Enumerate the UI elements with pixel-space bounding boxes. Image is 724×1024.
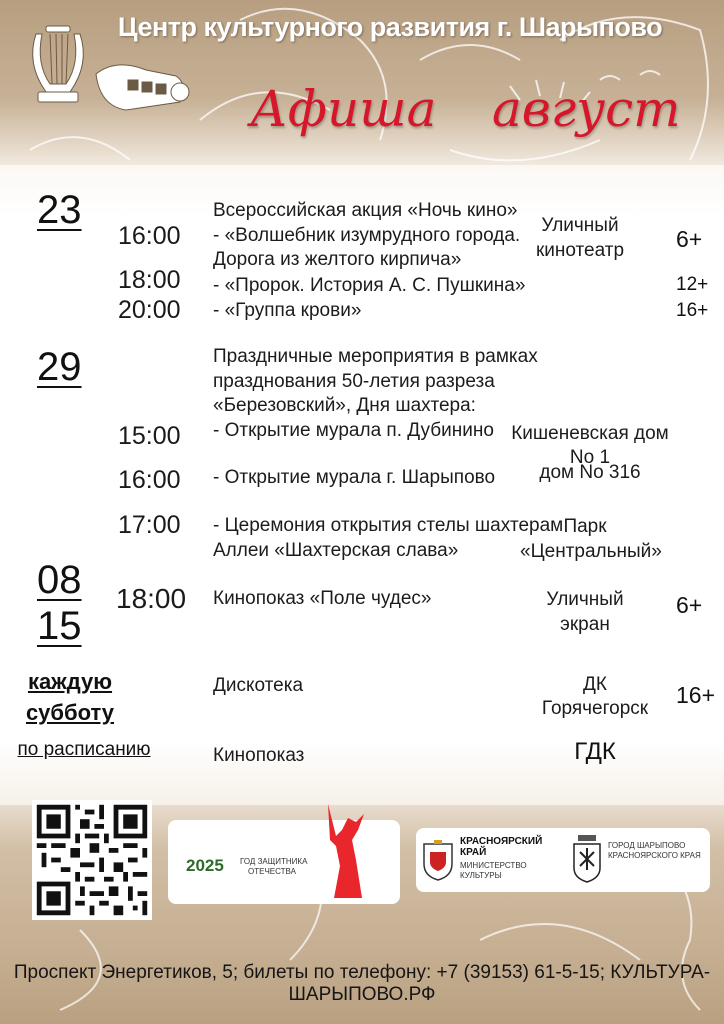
- org-title: Центр культурного развития г. Шарыпово: [117, 12, 663, 42]
- ministry-label: МИНИСТЕРСТВО: [460, 861, 527, 870]
- event-time: 17:00: [118, 511, 181, 539]
- event-place: Уличный: [546, 589, 624, 610]
- event-date: 23: [37, 188, 82, 232]
- event-item: Дискотека: [213, 675, 304, 696]
- event-item: - Открытие мурала п. Дубинино: [213, 420, 494, 441]
- event-place: ГДК: [574, 738, 616, 765]
- event-title: Праздничные мероприятия в рамках: [213, 346, 538, 367]
- qr-code: [32, 800, 152, 920]
- event-date: 15: [37, 604, 82, 648]
- kray-label: КРАЙ: [460, 847, 487, 858]
- event-place: Уличный: [541, 215, 619, 236]
- event-place: ДК: [583, 674, 607, 695]
- age-rating: 12+: [676, 274, 709, 295]
- event-title: празднования 50-летия разреза: [213, 371, 495, 392]
- event-date: 29: [37, 345, 82, 389]
- event-item: - «Волшебник изумрудного города.: [213, 225, 521, 246]
- age-rating: 6+: [676, 226, 703, 252]
- event-item: Дорога из желтого кирпича»: [213, 249, 462, 270]
- sharypovo-coat-of-arms-icon: [572, 834, 602, 884]
- event-place: Горячегорск: [541, 698, 649, 719]
- year-text: ОТЕЧЕСТВА: [248, 867, 296, 876]
- event-time: 16:00: [118, 222, 181, 250]
- event-title: Всероссийская акция «Ночь кино»: [213, 200, 518, 221]
- kray-label: КРАСНОЯРСКИЙ: [460, 836, 543, 847]
- event-place: «Центральный»: [520, 541, 662, 562]
- event-item: - Церемония открытия стелы шахтерам: [213, 515, 564, 536]
- city-label: КРАСНОЯРСКОГО КРАЯ: [608, 851, 701, 860]
- event-title: «Березовский», Дня шахтера:: [213, 395, 476, 416]
- age-rating: 16+: [676, 300, 709, 321]
- event-time: 15:00: [118, 422, 181, 450]
- government-logos: [416, 828, 710, 892]
- event-place: экран: [560, 614, 610, 635]
- event-place: Парк: [563, 516, 607, 537]
- event-place: дом No 316: [539, 462, 641, 483]
- event-date: 08: [37, 558, 82, 602]
- event-when: каждую: [27, 669, 113, 694]
- krasnoyarsk-coat-of-arms-icon: [420, 838, 456, 882]
- event-time: 18:00: [118, 266, 181, 294]
- event-place: Кишеневская дом No 1: [511, 423, 669, 468]
- year-text: ГОД ЗАЩИТНИКА: [240, 857, 308, 866]
- event-item: - «Пророк. История А. С. Пушкина»: [213, 275, 526, 296]
- event-place: кинотеатр: [535, 240, 625, 261]
- event-item: Кинопоказ: [213, 745, 305, 766]
- event-item: - «Группа крови»: [213, 300, 362, 321]
- event-time: 16:00: [118, 466, 181, 494]
- footer-address: Проспект Энергетиков, 5; билеты по телефону: +7 (39153) 61-5-15; КУЛЬТУРА-ШАРЫПОВО.РФ: [13, 962, 711, 1005]
- event-item: Аллеи «Шахтерская слава»: [213, 540, 459, 561]
- age-rating: 6+: [676, 592, 703, 618]
- ministry-label: КУЛЬТУРЫ: [460, 871, 502, 880]
- afisha-title: Афиша: [250, 80, 437, 138]
- event-when: субботу: [25, 700, 115, 725]
- age-rating: 16+: [676, 682, 716, 708]
- event-item: - Открытие мурала г. Шарыпово: [213, 467, 496, 488]
- event-time: 18:00: [116, 583, 187, 614]
- motherland-statue-icon: [318, 800, 374, 900]
- event-item: Кинопоказ «Поле чудес»: [213, 588, 432, 609]
- month-title: август: [492, 80, 681, 138]
- year-label: 2025: [186, 856, 224, 875]
- city-label: ГОРОД ШАРЫПОВО: [608, 841, 686, 850]
- event-when: по расписанию: [17, 739, 151, 760]
- event-time: 20:00: [118, 296, 181, 324]
